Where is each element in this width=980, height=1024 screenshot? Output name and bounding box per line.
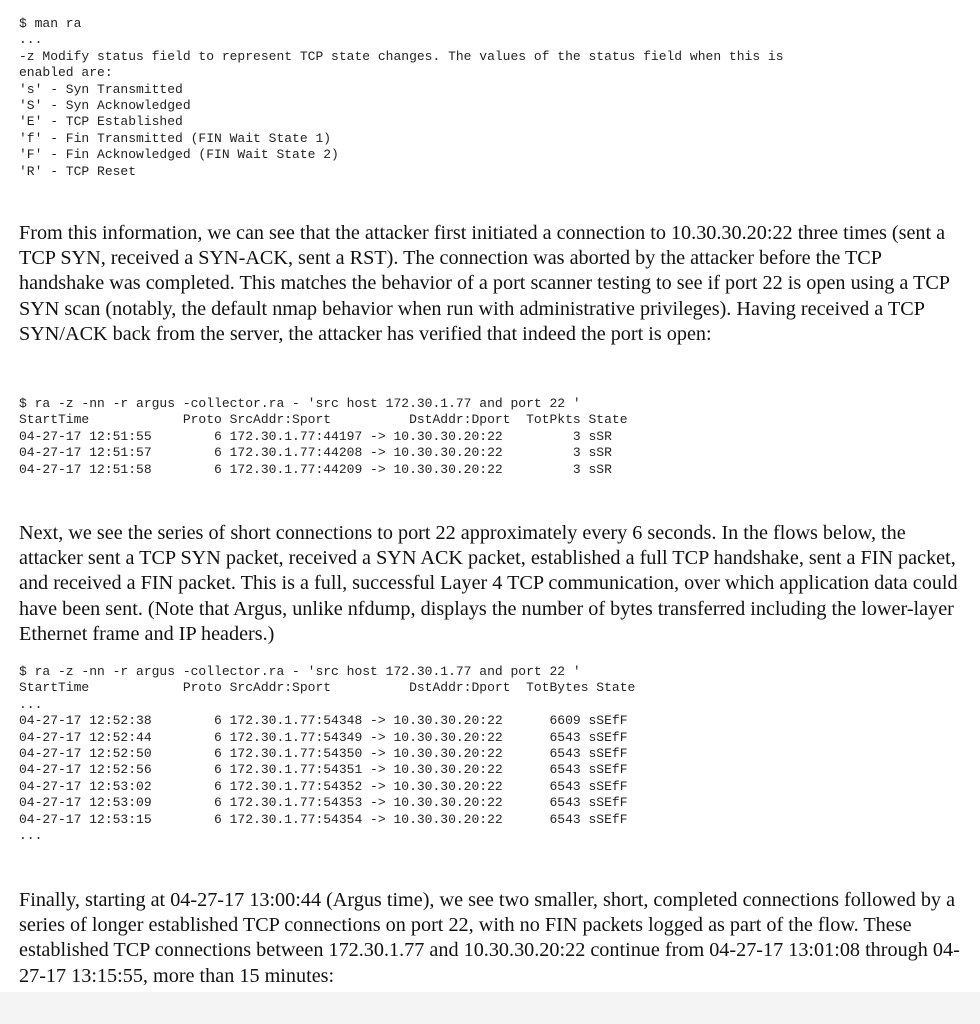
ra-flow-row: 04-27-17 12:52:44 6 172.30.1.77:54349 -> 10.30.30.20:22 6543 sSEfF [19,729,628,745]
paragraph-long-connections: Finally, starting at 04-27-17 13:00:44 (Argus time), we see two smaller, short, completed connections followed by a series of longer established TCP connections on port 22, with no FIN packets logged as part of the flow. These established TCP connections between 172.30.1.77 and 10.30.30.20:22 continue from 04-27-17 13:01:08 through 04-27-17 13:15:55, more than 15 minutes: [19,889,960,987]
man-ra-output [19,16,784,180]
man-line: 'R' - TCP Reset [19,163,137,179]
ra-output-syn-scan [19,396,628,478]
ra-command-line: $ ra -z -nn -r argus -collector.ra - 'src host 172.30.1.77 and port 22 ' [19,396,581,411]
ra-flow-row: 04-27-17 12:53:02 6 172.30.1.77:54352 -> 10.30.30.20:22 6543 sSEfF [19,778,628,794]
man-line: 'S' - Syn Acknowledged [19,97,191,113]
ra-flow-row: 04-27-17 12:52:38 6 172.30.1.77:54348 -> 10.30.30.20:22 6609 sSEfF [19,713,628,729]
man-line: $ man ra [19,16,82,31]
man-line: ... [19,32,43,48]
ra-flow-row: 04-27-17 12:51:58 6 172.30.1.77:44209 -> 10.30.30.20:22 3 sSR [19,461,612,477]
man-line: 'F' - Fin Acknowledged (FIN Wait State 2) [19,147,339,163]
ra-flow-row: 04-27-17 12:51:55 6 172.30.1.77:44197 -> 10.30.30.20:22 3 sSR [19,428,612,444]
ra-header-line: StartTime Proto SrcAddr:Sport DstAddr:Dport TotPkts State [19,412,628,428]
ra-output-short-connections [19,664,635,844]
ra-flow-row: 04-27-17 12:52:56 6 172.30.1.77:54351 -> 10.30.30.20:22 6543 sSEfF [19,762,628,778]
man-line: 's' - Syn Transmitted [19,81,183,97]
ra-ellipsis-line: ... [19,827,43,843]
ra-flow-row: 04-27-17 12:52:50 6 172.30.1.77:54350 -> 10.30.30.20:22 6543 sSEfF [19,745,628,761]
ra-ellipsis-line: ... [19,696,43,712]
ra-flow-row: 04-27-17 12:53:09 6 172.30.1.77:54353 -> 10.30.30.20:22 6543 sSEfF [19,795,628,811]
ra-flow-row: 04-27-17 12:53:15 6 172.30.1.77:54354 -> 10.30.30.20:22 6543 sSEfF [19,811,628,827]
paragraph-syn-scan: From this information, we can see that the attacker first initiated a connection to 10.30.30.20:22 three times (sent a TCP SYN, received a SYN-ACK, sent a RST). The connection was aborted by the attacker before the TCP handshake was completed. This matches the behavior of a port scanner testing to see if port 22 is open using a TCP SYN scan (notably, the default nmap behavior when run with administrative privileges). Having received a TCP SYN/ACK back from the server, the attacker has verified that indeed the port is open: [19,222,950,345]
page-bottom-edge [0,992,980,1024]
man-line: 'f' - Fin Transmitted (FIN Wait State 1) [19,130,332,146]
man-line: -z Modify status field to represent TCP state changes. The values of the status field when this is [19,48,784,64]
man-line: 'E' - TCP Established [19,114,183,130]
ra-flow-row: 04-27-17 12:51:57 6 172.30.1.77:44208 -> 10.30.30.20:22 3 sSR [19,445,612,461]
ra-header-line: StartTime Proto SrcAddr:Sport DstAddr:Dport TotBytes State [19,680,636,696]
ra-command-line: $ ra -z -nn -r argus -collector.ra - 'src host 172.30.1.77 and port 22 ' [19,664,581,679]
man-line: enabled are: [19,65,113,81]
paragraph-short-connections: Next, we see the series of short connections to port 22 approximately every 6 seconds. In the flows below, the attacker sent a TCP SYN packet, received a SYN ACK packet, established a full TCP handshake, sent a FIN packet, and received a FIN packet. This is a full, successful Layer 4 TCP communication, over which application data could have been sent. (Note that Argus, unlike nfdump, displays the number of bytes transferred including the lower-layer Ethernet frame and IP headers.) [19,522,958,645]
